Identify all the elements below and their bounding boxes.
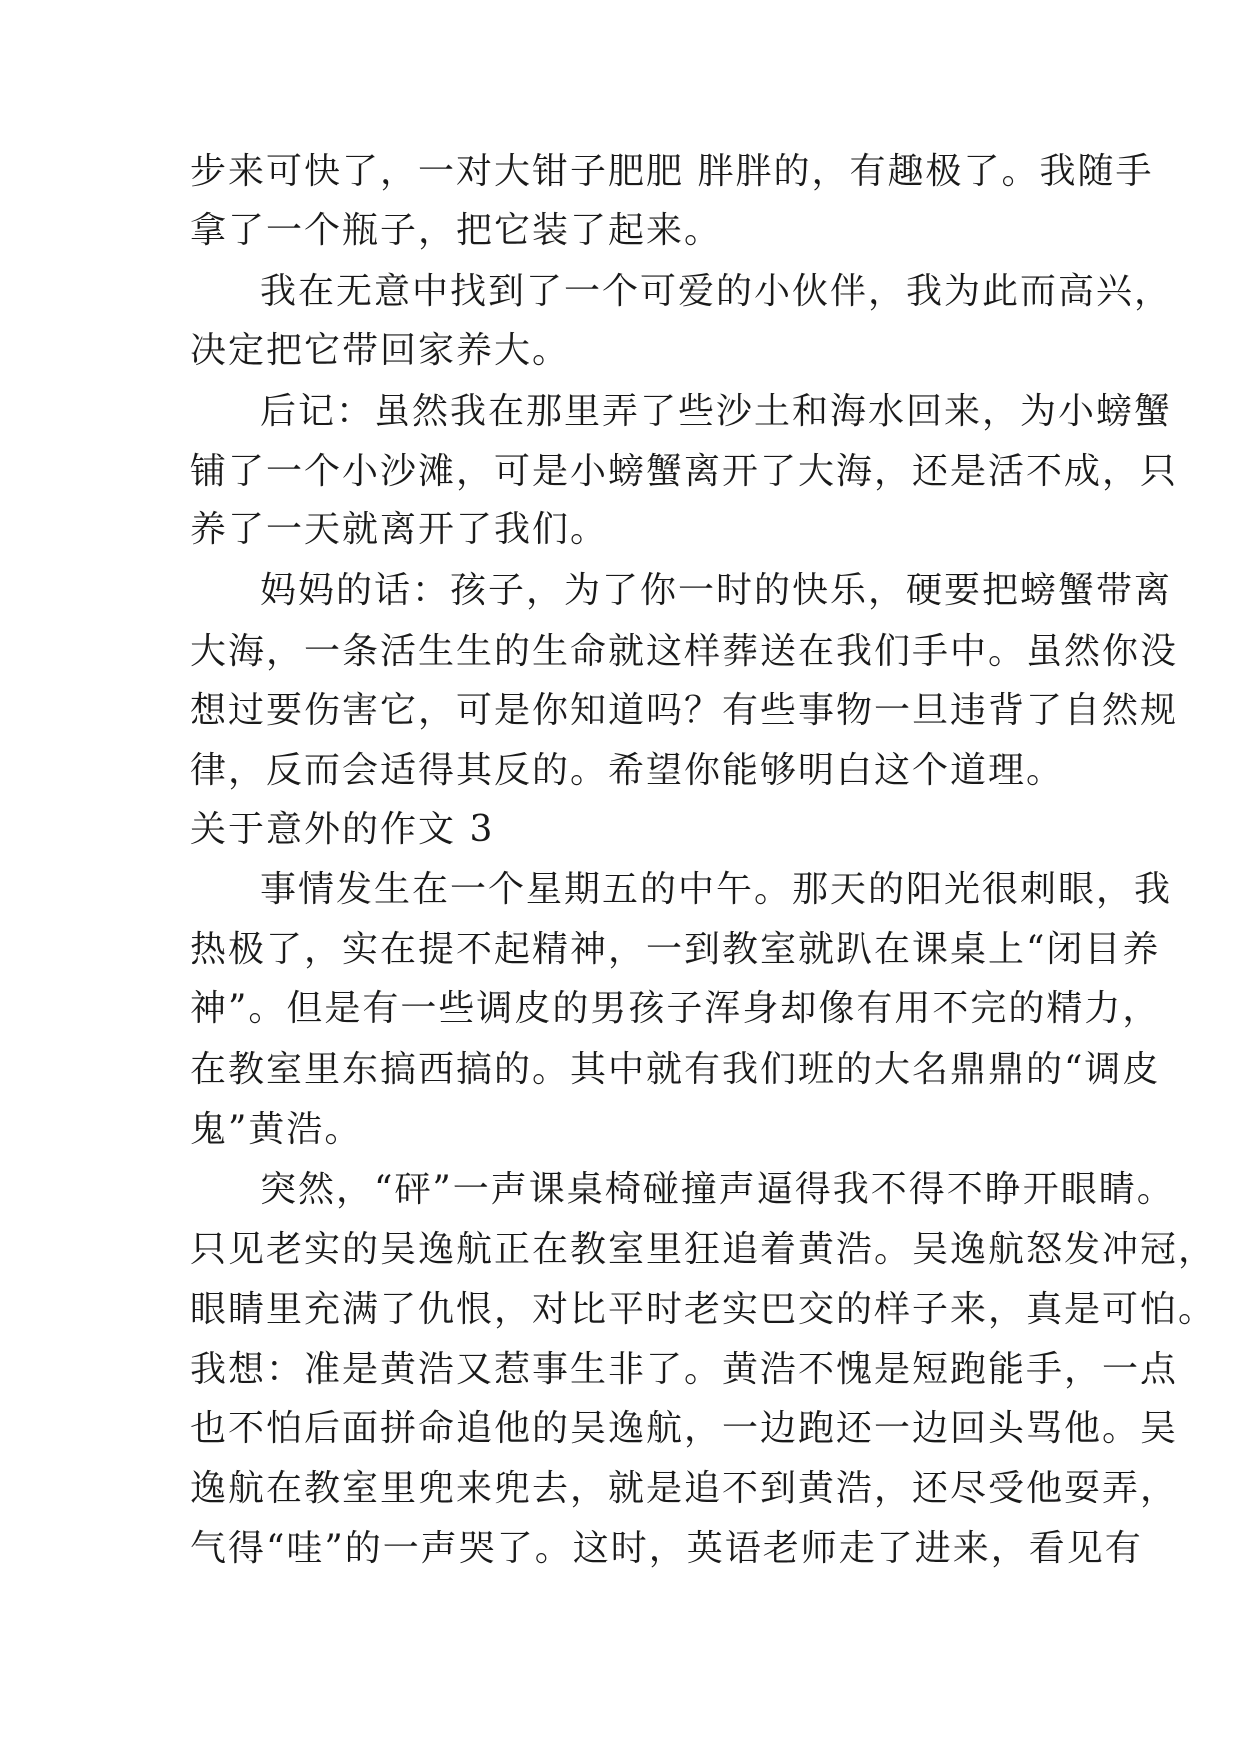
text-line: 拿了一个瓶子，把它装了起来。: [190, 210, 723, 251]
section-heading: 关于意外的作文 3: [190, 809, 495, 850]
text-line: 想过要伤害它，可是你知道吗？有些事物一旦违背了自然规: [190, 690, 1179, 731]
text-line: 在教室里东搞西搞的。其中就有我们班的大名鼎鼎的“调皮: [190, 1049, 1161, 1090]
text-line: 我想：准是黄浩又惹事生非了。黄浩不愧是短跑能手，一点: [190, 1349, 1179, 1390]
text-line: 气得“哇”的一声哭了。这时，英语老师走了进来，看见有: [190, 1528, 1143, 1569]
paragraph-start-line: 突然，“砰”一声课桌椅碰撞声逼得我不得不睁开眼睛。: [260, 1169, 1175, 1210]
text-line: 眼睛里充满了仇恨，对比平时老实巴交的样子来，真是可怕。: [190, 1289, 1217, 1330]
paragraph-start-line: 后记：虽然我在那里弄了些沙土和海水回来，为小螃蟹: [260, 391, 1173, 432]
text-line: 神”。但是有一些调皮的男孩子浑身却像有用不完的精力，: [190, 988, 1161, 1029]
text-line: 逸航在教室里兜来兜去，就是追不到黄浩，还尽受他耍弄，: [190, 1468, 1179, 1509]
text-line: 律，反而会适得其反的。希望你能够明白这个道理。: [190, 750, 1065, 791]
paragraph-start-line: 我在无意中找到了一个可爱的小伙伴，我为此而高兴，: [260, 271, 1173, 312]
text-line: 大海，一条活生生的生命就这样葬送在我们手中。虽然你没: [190, 631, 1179, 672]
text-line: 铺了一个小沙滩，可是小螃蟹离开了大海，还是活不成，只: [190, 451, 1179, 492]
text-line: 决定把它带回家养大。: [190, 330, 571, 371]
text-line: 只见老实的吴逸航正在教室里狂追着黄浩。吴逸航怒发冲冠，: [190, 1229, 1217, 1270]
text-line: 鬼”黄浩。: [190, 1109, 363, 1150]
text-line: 也不怕后面拼命追他的吴逸航，一边跑还一边回头骂他。吴: [190, 1408, 1179, 1449]
text-line: 热极了，实在提不起精神，一到教室就趴在课桌上“闭目养: [190, 929, 1161, 970]
paragraph-start-line: 妈妈的话：孩子，为了你一时的快乐，硬要把螃蟹带离: [260, 570, 1173, 611]
text-line: 步来可快了，一对大钳子肥肥 胖胖的，有趣极了。我随手: [190, 151, 1154, 192]
text-line: 养了一天就离开了我们。: [190, 509, 609, 550]
paragraph-start-line: 事情发生在一个星期五的中午。那天的阳光很刺眼，我: [260, 869, 1173, 910]
